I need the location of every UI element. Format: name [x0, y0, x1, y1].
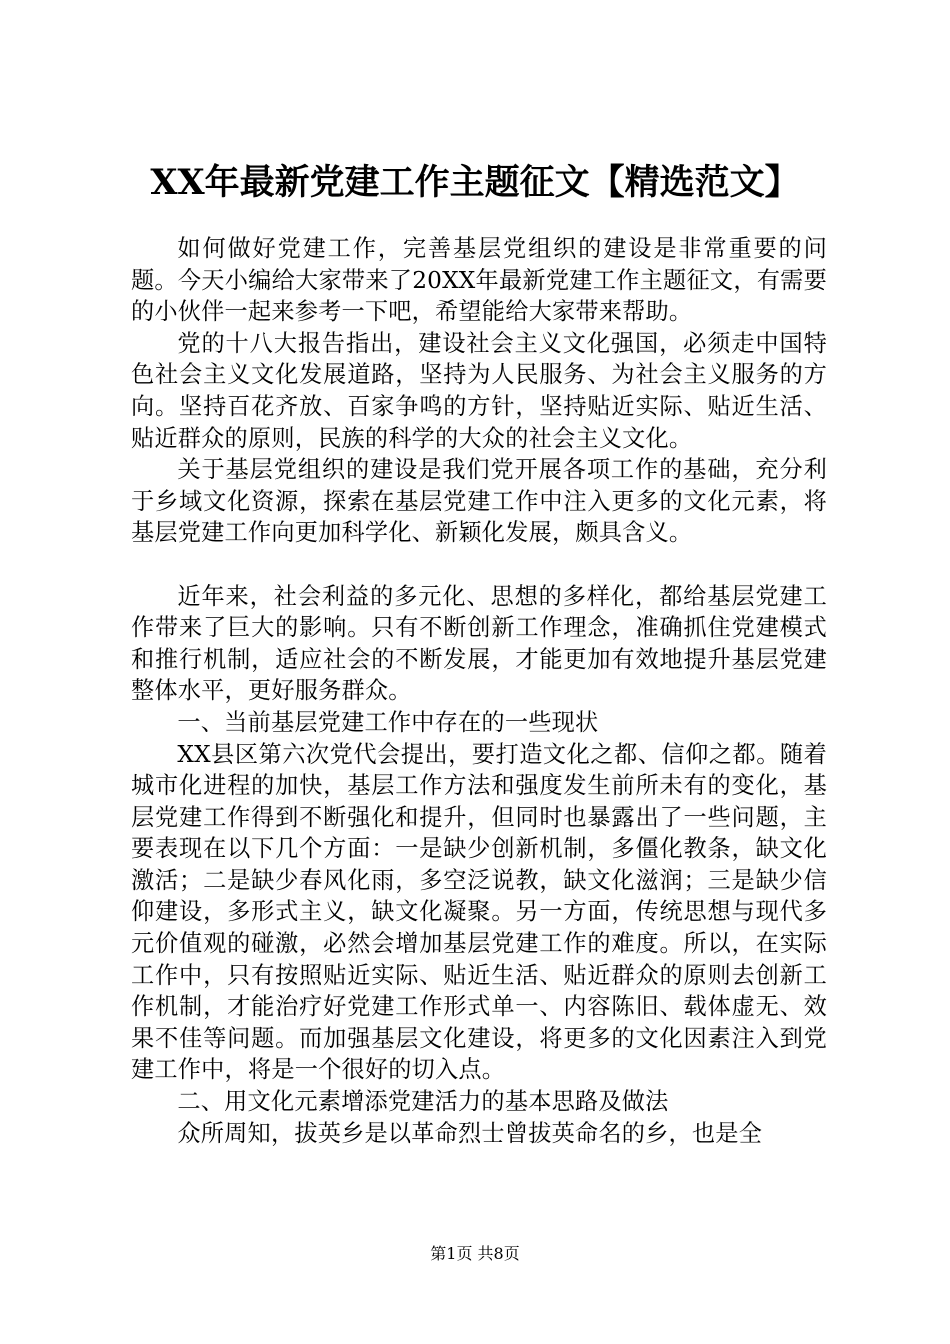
section-heading-2: 二、用文化元素增添党建活力的基本思路及做法	[177, 1088, 669, 1116]
paragraph-current-status: XX县区第六次党代会提出，要打造文化之都、信仰之都。随着城市化进程的加快，基层工作方法和强度发生前所未有的变化，基层党建工作得到不断强化和提升，但同时也暴露出了一些问题，主要表现在以下几个方面：一是缺少创新机制，多僵化教条，缺文化激活；二是缺少春风化雨，多空泛说教，缺文化滋润；三是缺少信仰建设，多形式主义，缺文化凝聚。另一方面，传统思想与现代多元价值观的碰激，必然会增加基层党建工作的难度。所以，在实际工作中，只有按照贴近实际、贴近生活、贴近群众的原则去创新工作机制，才能治疗好党建工作形式单一、内容陈旧、载体虚无、效果不佳等问题。而加强基层文化建设，将更多的文化因素注入到党建工作中，将是一个很好的切入点。	[131, 740, 827, 1084]
paragraph-continued: 众所周知，拔英乡是以革命烈士曾拔英命名的乡，也是全	[177, 1119, 763, 1147]
paragraph-recent-years: 近年来，社会利益的多元化、思想的多样化，都给基层党建工作带来了巨大的影响。只有不断创新工作理念，准确抓住党建模式和推行机制，适应社会的不断发展，才能更加有效地提升基层党建整体水平，更好服务群众。	[131, 582, 827, 705]
document-title: XX年最新党建工作主题征文【精选范文】	[150, 162, 800, 203]
document-body	[131, 233, 827, 1149]
section-heading-1: 一、当前基层党建工作中存在的一些现状	[177, 708, 599, 736]
page-number-footer: 第1页 共8页	[430, 1244, 520, 1263]
paragraph-intro: 如何做好党建工作，完善基层党组织的建设是非常重要的问题。今天小编给大家带来了20XX年最新党建工作主题征文，有需要的小伙伴一起来参考一下吧，希望能给大家带来帮助。	[131, 235, 827, 326]
paragraph-foundation: 关于基层党组织的建设是我们党开展各项工作的基础，充分利于乡域文化资源，探索在基层党建工作中注入更多的文化元素，将基层党建工作向更加科学化、新颖化发展，颇具含义。	[131, 456, 827, 547]
paragraph-report: 党的十八大报告指出，建设社会主义文化强国，必须走中国特色社会主义文化发展道路，坚持为人民服务、为社会主义服务的方向。坚持百花齐放、百家争鸣的方针，坚持贴近实际、贴近生活、贴近群众的原则，民族的科学的大众的社会主义文化。	[131, 329, 827, 452]
